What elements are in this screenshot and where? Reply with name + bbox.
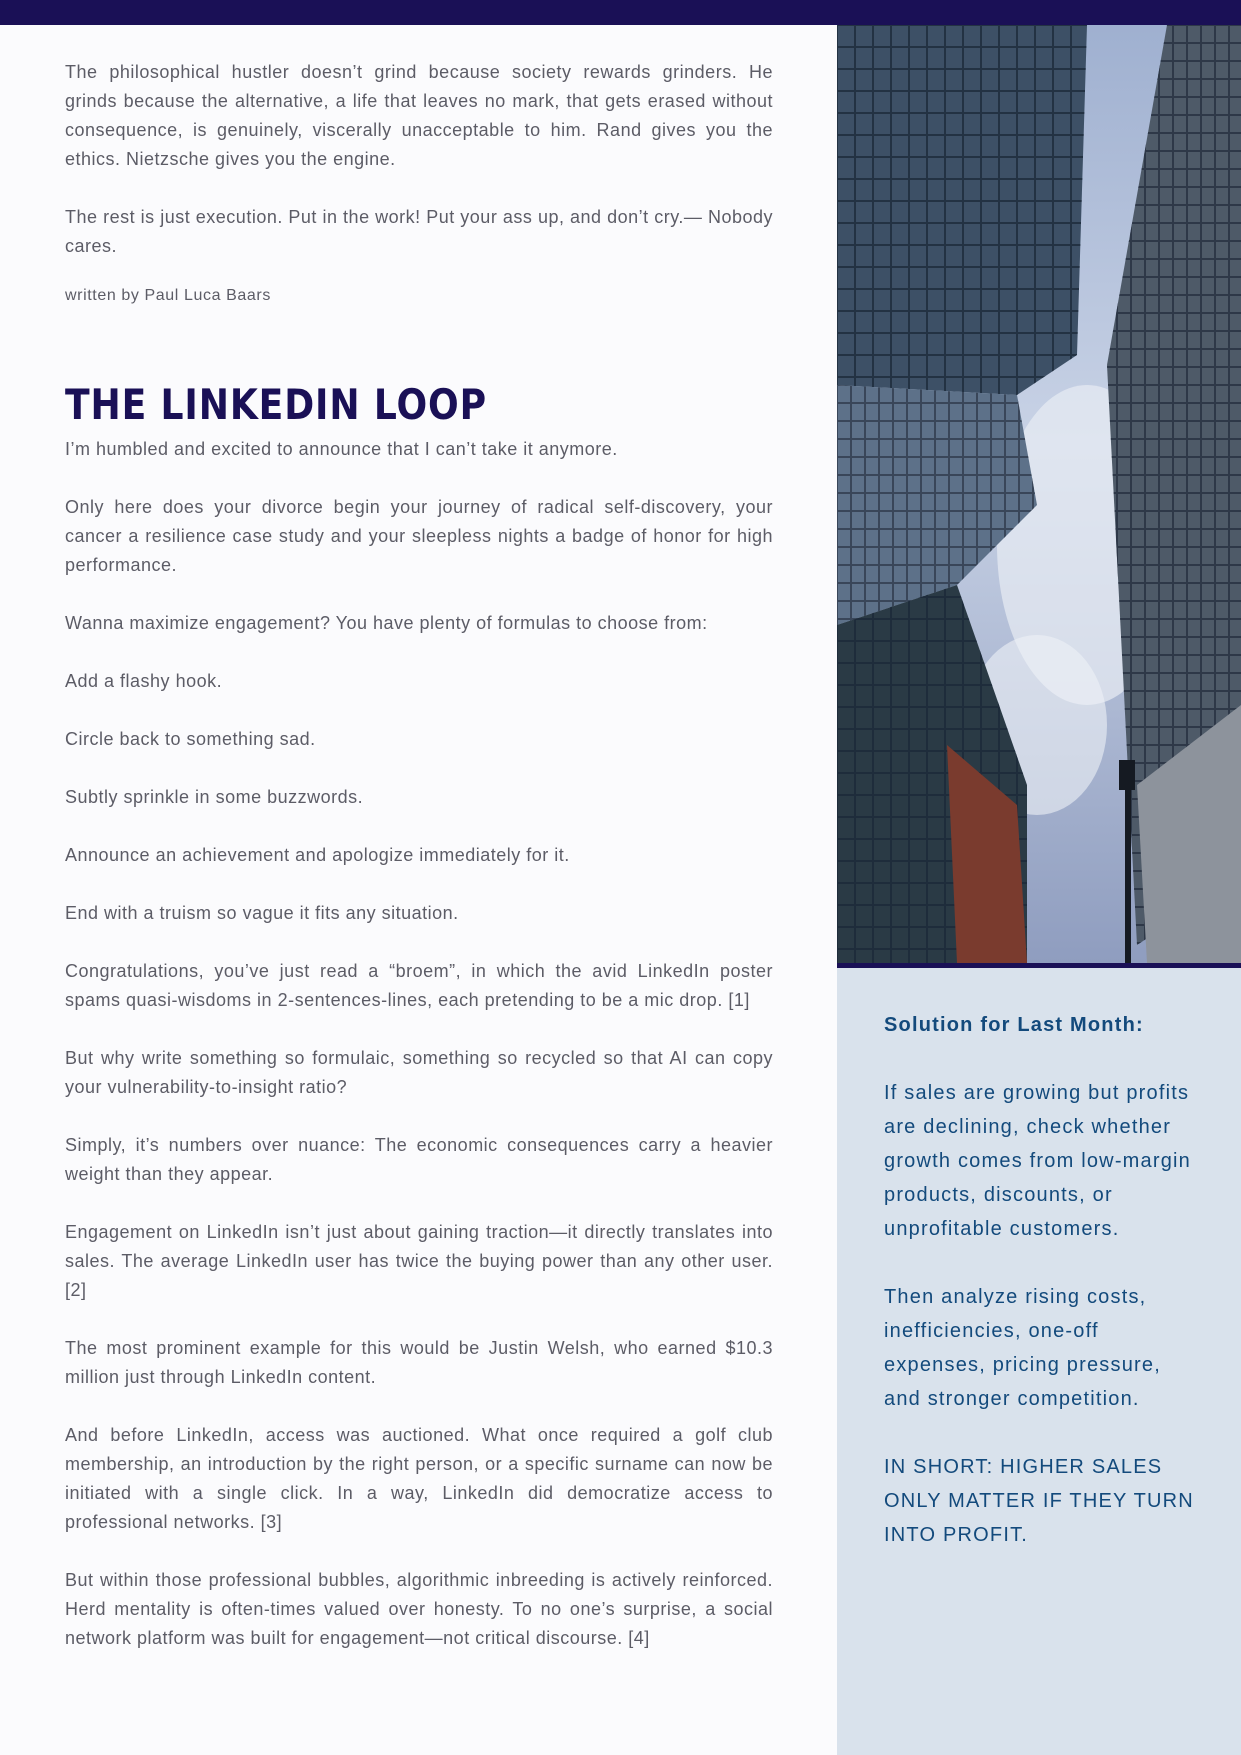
- formula-item: Announce an achievement and apologize immediately for it.: [65, 845, 570, 865]
- body-paragraph: The most prominent example for this would be Justin Welsh, who earned $10.3 million just through LinkedIn content.: [65, 1338, 773, 1387]
- body-paragraph: I’m humbled and excited to announce that I can’t take it anymore.: [65, 439, 618, 459]
- top-accent-bar: [0, 0, 1241, 25]
- author-byline: written by Paul Luca Baars: [65, 287, 271, 304]
- body-paragraph: Only here does your divorce begin your journey of radical self-discovery, your cancer a resilience case study and your sleepless nights a badge of honor for high performance.: [65, 497, 773, 575]
- body-paragraph: Congratulations, you’ve just read a “broem”, in which the avid LinkedIn poster spams quasi-wisdoms in 2-sentences-lines, each pretending to be a mic drop. [1]: [65, 961, 773, 1010]
- sidebar-paragraph: Then analyze rising costs, inefficiencies, one-off expenses, pricing pressure, and stronger competition.: [884, 1286, 1161, 1410]
- sidebar-summary: IN SHORT: HIGHER SALES ONLY MATTER IF THEY TURN INTO PROFIT.: [884, 1456, 1194, 1546]
- intro-paragraph-1: The philosophical hustler doesn’t grind because society rewards grinders. He grinds because the alternative, a life that leaves no mark, that gets erased without consequence, is genuinely, viscerally unacceptable to him. Rand gives you the ethics. Nietzsche gives you the engine.: [65, 62, 773, 169]
- body-paragraph: And before LinkedIn, access was auctioned. What once required a golf club membership, an introduction by the right person, or a specific surname can now be initiated with a single click. In a way, LinkedIn did democratize access to professional networks. [3]: [65, 1425, 773, 1532]
- body-paragraph: Engagement on LinkedIn isn’t just about gaining traction—it directly translates into sales. The average LinkedIn user has twice the buying power than any other user. [2]: [65, 1222, 773, 1300]
- body-paragraph: But within those professional bubbles, algorithmic inbreeding is actively reinforced. Herd mentality is often-times valued over honesty. To no one’s surprise, a social network platform was built for engagement—not critical discourse. [4]: [65, 1570, 773, 1648]
- article-column: [65, 58, 773, 1682]
- section-title: THE LINKEDIN LOOP: [65, 380, 487, 429]
- body-paragraph: Wanna maximize engagement? You have plenty of formulas to choose from:: [65, 613, 708, 633]
- formula-item: Subtly sprinkle in some buzzwords.: [65, 787, 364, 807]
- sidebar-title: Solution for Last Month:: [884, 1014, 1144, 1036]
- body-paragraph: Simply, it’s numbers over nuance: The economic consequences carry a heavier weight than they appear.: [65, 1135, 773, 1184]
- body-paragraph: But why write something so formulaic, something so recycled so that AI can copy your vulnerability-to-insight ratio?: [65, 1048, 773, 1097]
- intro-paragraph-2: The rest is just execution. Put in the work! Put your ass up, and don’t cry.— Nobody cares.: [65, 207, 773, 256]
- skyscrapers-photo: [837, 25, 1241, 963]
- sidebar-paragraph: If sales are growing but profits are declining, check whether growth comes from low-margin products, discounts, or unprofitable customers.: [884, 1082, 1192, 1240]
- formula-item: Add a flashy hook.: [65, 671, 223, 691]
- solution-sidebar: [837, 968, 1241, 1755]
- formula-item: End with a truism so vague it fits any situation.: [65, 903, 459, 923]
- formula-item: Circle back to something sad.: [65, 729, 316, 749]
